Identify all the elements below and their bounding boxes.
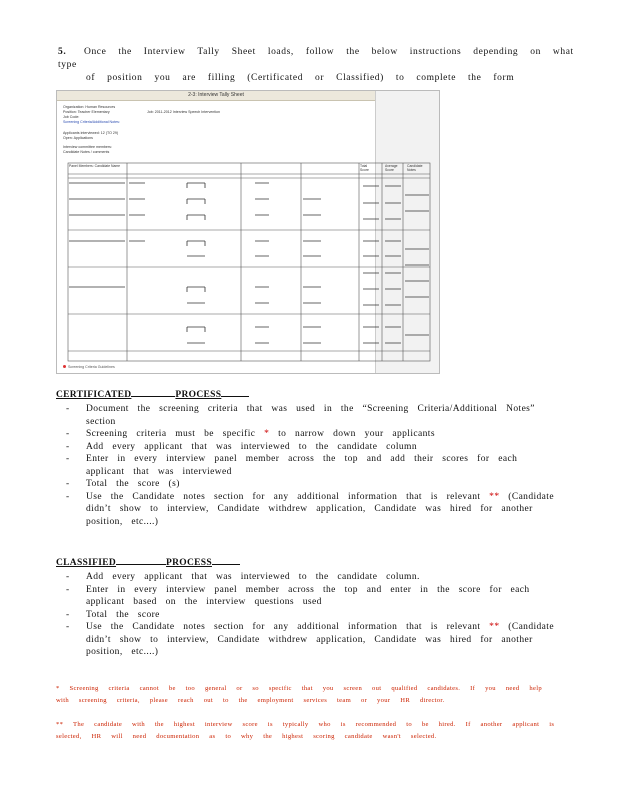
total-column-header: Total Score	[360, 164, 369, 172]
list-item: - Use the Candidate notes section for any additional information that is relevant ** (Candidate didn’t show to interview, Candidate withdrew application, Candidate was hired for another position, etc....)	[58, 621, 558, 659]
tally-footer-note	[63, 365, 115, 369]
list-item: - Use the Candidate notes section for any additional information that is relevant ** (Candidate didn’t show to interview, Candidate withdrew application, Candidate was hired for another position, etc....)	[58, 491, 558, 529]
screening-criteria-link[interactable]: Screening Criteria/Additional Notes:	[63, 120, 120, 124]
candidate-column-header: Panel Members: Candidate Name	[69, 164, 121, 168]
criteria-line: Interview committee members:	[63, 145, 112, 149]
classified-heading-a: CLASSIFIED	[56, 558, 117, 568]
meta-line: Organization: Human Resources	[63, 105, 116, 109]
step-number: 5.	[58, 47, 67, 57]
tally-sheet-title: 2-3: Interview Tally Sheet	[57, 91, 375, 101]
step-line-1: Once the Interview Tally Sheet loads, follow the below instructions depending on what type	[58, 47, 574, 70]
meta-line: Job Code:	[63, 115, 80, 119]
list-item: - Total the score (s)	[58, 478, 558, 491]
criteria-line: Candidate Notes / comments	[63, 150, 110, 154]
certificated-heading-a: CERTIFICATED	[56, 390, 132, 400]
criteria-line: Applicants interviewed: 12 (TO 29)	[63, 131, 119, 135]
footnote-screening: * Screening criteria cannot be too general or so specific that you screen out qualified candidates. If you need help with screening criteria, please reach out to the employment services team or your HR director.	[56, 685, 542, 704]
certificated-list	[58, 403, 558, 528]
list-item: - Enter in every interview panel member across the top and enter in the score for each applicant based on the interview questions used	[58, 584, 558, 609]
classified-heading-b: PROCESS	[166, 558, 212, 568]
classified-list	[58, 571, 558, 659]
average-column-header: Average Score	[385, 164, 398, 172]
meta-line: Position: Teacher Elementary	[63, 110, 110, 114]
red-dot-icon	[63, 365, 66, 368]
tally-sheet-screenshot	[56, 90, 440, 374]
list-item: - Screening criteria must be specific * to narrow down your applicants	[58, 428, 558, 441]
certificated-heading-b: PROCESS	[175, 390, 222, 400]
list-item: - Add every applicant that was interviewed to the candidate column.	[58, 571, 558, 584]
job-title: Job: 2011-2012 Interview Speech Intervention	[147, 110, 221, 114]
certificated-heading	[56, 390, 249, 400]
classified-heading	[56, 558, 240, 568]
tally-grid	[57, 91, 439, 373]
list-item: - Enter in every interview panel member across the top and add their scores for each applicant that was interviewed	[58, 453, 558, 478]
list-item: - Total the score	[58, 609, 558, 622]
step-5-instruction	[58, 46, 578, 85]
footnote-highest-score: ** The candidate with the highest interview score is typically who is recommended to be hired. If another applicant is selected, HR will need documentation as to why the highest scoring candidate wasn't selected.	[56, 721, 555, 740]
step-line-2: of position you are filling (Certificated or Classified) to complete the form	[86, 73, 515, 83]
tally-footer-text: Screening Criteria Guidelines	[68, 365, 115, 369]
criteria-line: Open: Applications	[63, 136, 93, 140]
candidate-notes-column-header: Candidate Notes	[407, 164, 423, 172]
list-item: - Document the screening criteria that was used in the “Screening Criteria/Additional Notes” section	[58, 403, 558, 428]
list-item: - Add every applicant that was interviewed to the candidate column	[58, 441, 558, 454]
